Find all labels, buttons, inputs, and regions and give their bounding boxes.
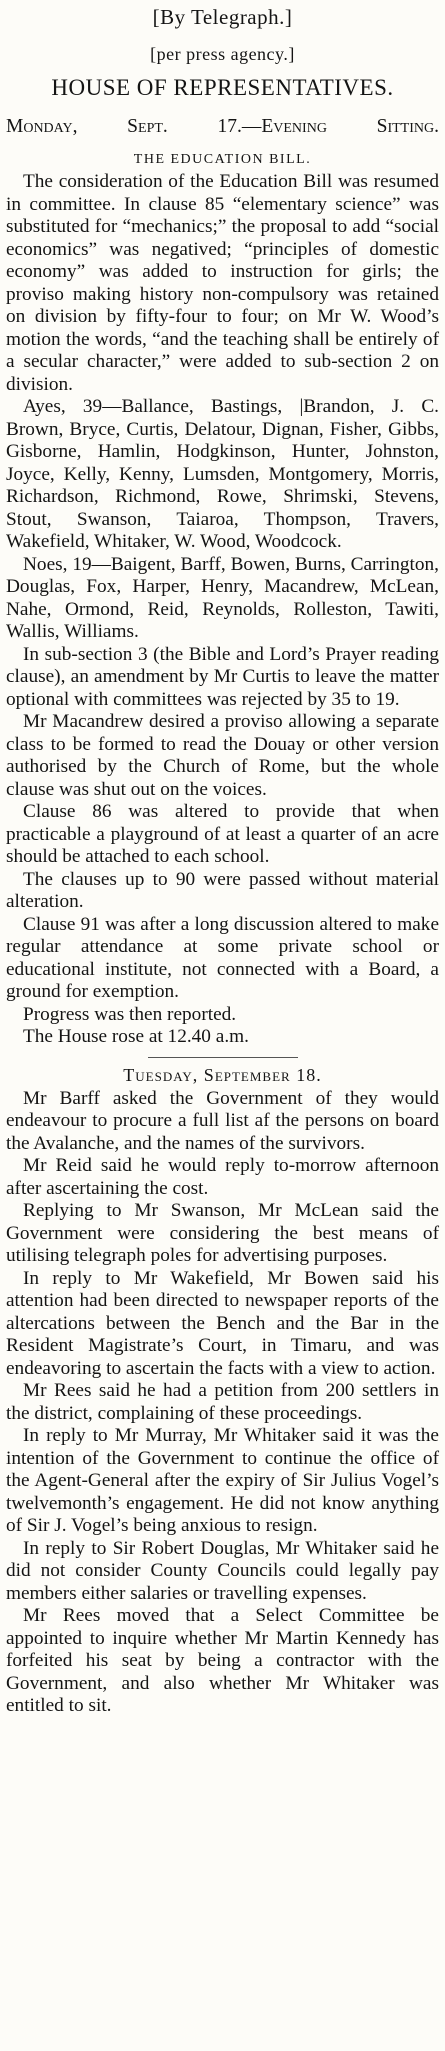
article-paragraph: The consideration of the Education Bill was resumed in committee. In clause 85 “elementary science” was substituted for “mechanics;” the proposal to add “social economics” was negatived; “principles of domestic economy” was added to instruction for girls; the proviso making history non-compulsory was retained on division by fifty-four to four; on Mr W. Wood’s motion the words, “and the teaching shall be entirely of a secular character,” were added to sub-section 2 on division. — [6, 171, 439, 395]
article-paragraph: Replying to Mr Swanson, Mr McLean said the Government were considering the best means of utilising telegraph poles for advertising purposes. — [6, 1200, 439, 1266]
article-paragraph: The House rose at 12.40 a.m. — [23, 1026, 249, 1047]
noes-paragraph: Noes, 19—Baigent, Barff, Bowen, Burns, Carrington, Douglas, Fox, Harper, Henry, Macandrew, McLean, Nahe, Ormond, Reid, Reynolds, Rolleston, Tawiti, Wallis, Williams. — [6, 553, 439, 642]
section-divider — [148, 1057, 298, 1058]
article-paragraph: In reply to Sir Robert Douglas, Mr Whitaker said he did not consider County Councils could legally pay members either salaries or travelling expenses. — [6, 1537, 439, 1604]
telegraph-heading: [By Telegraph.] — [152, 5, 293, 29]
article-paragraph: Clause 91 was after a long discussion altered to make regular attendance at some private school or educational institute, not connected with a Board, a ground for exemption. — [6, 913, 439, 1002]
article-paragraph: Mr Reid said he would reply to-morrow afternoon after ascertaining the cost. — [6, 1155, 439, 1199]
date-line: Monday, Sept. 17.—Evening Sitting. — [6, 116, 439, 137]
education-bill-heading: THE EDUCATION BILL. — [133, 152, 312, 167]
article-paragraph: In reply to Mr Wakefield, Mr Bowen said his attention had been directed to newspaper reports of the altercations between the Bench and the Bar in the Resident Magistrate’s Court, in Timaru, and was endeavoring to ascertain the facts with a view to action. — [6, 1267, 439, 1379]
article-paragraph: Mr Rees said he had a petition from 200 settlers in the district, complaining of these proceedings. — [6, 1380, 439, 1424]
house-heading: HOUSE OF REPRESENTATIVES. — [51, 75, 394, 100]
tuesday-heading: Tuesday, September 18. — [123, 1064, 322, 1085]
article-paragraph: In reply to Mr Murray, Mr Whitaker said it was the intention of the Government to continue the office of the Agent-General after the expiry of Sir Julius Vogel’s twelvemonth’s engagement. He did not know anything of Sir J. Vogel’s being anxious to resign. — [6, 1425, 439, 1536]
article-paragraph: Clause 86 was altered to provide that when practicable a playground of at least a quarter of an acre should be attached to each school. — [6, 801, 439, 867]
article-paragraph: The clauses up to 90 were passed without material alteration. — [6, 868, 439, 912]
article-paragraph: Mr Macandrew desired a proviso allowing a separate class to be formed to read the Douay or other version authorised by the Church of Rome, but the whole clause was shut out on the voices. — [6, 711, 439, 800]
article-paragraph: Mr Barff asked the Government of they would endeavour to procure a full list af the persons on board the Avalanche, and the names of the survivors. — [6, 1087, 439, 1154]
press-agency-heading: [per press agency.] — [150, 44, 295, 64]
ayes-paragraph: Ayes, 39—Ballance, Bastings, |Brandon, J. C. Brown, Bryce, Curtis, Delatour, Dignan, Fisher, Gibbs, Gisborne, Hamlin, Hodgkinson, Hunter, Johnston, Joyce, Kelly, Kenny, Lumsden, Montgomery, Morris, Richardson, Richmond, Rowe, Shrimski, Stevens, Stout, Swanson, Taiaroa, Thompson, Travers, Wakefield, Whitaker, W. Wood, Woodcock. — [6, 396, 439, 552]
article-paragraph: In sub-section 3 (the Bible and Lord’s Prayer reading clause), an amendment by Mr Curtis to leave the matter optional with committees was rejected by 35 to 19. — [6, 643, 439, 710]
article-paragraph: Mr Rees moved that a Select Committee be appointed to inquire whether Mr Martin Kennedy has forfeited his seat by being a contractor with the Government, and also whether Mr Whitaker was entitled to sit. — [6, 1605, 439, 1716]
article-paragraph: Progress was then reported. — [23, 1003, 237, 1025]
